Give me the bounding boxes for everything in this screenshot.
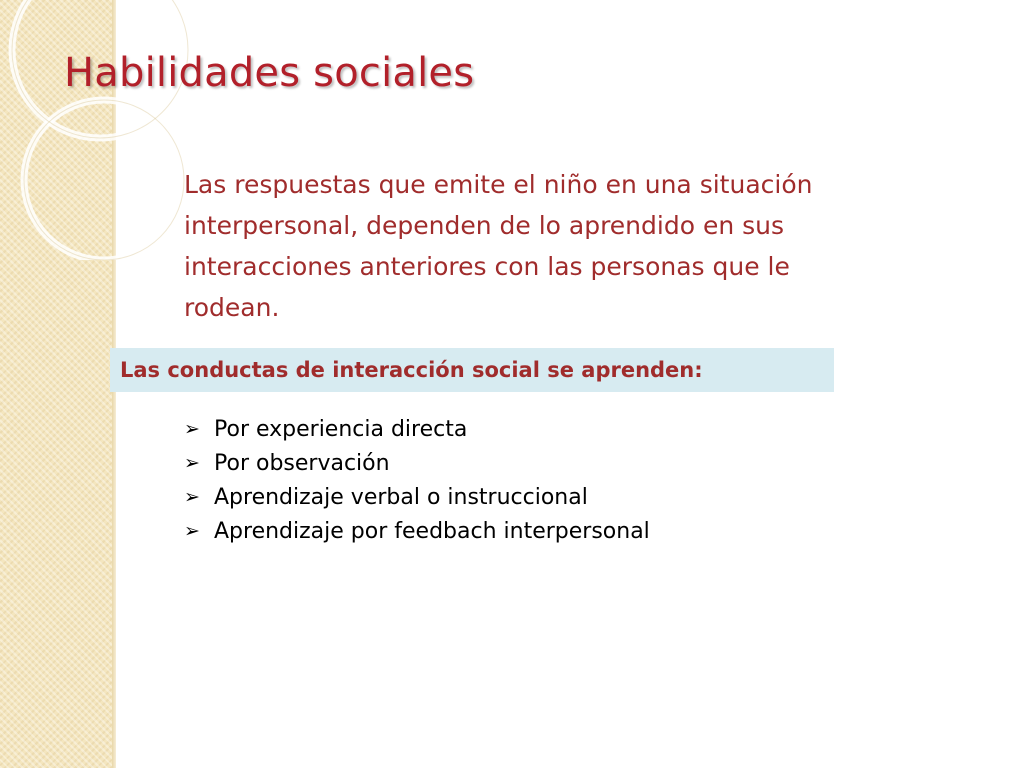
bullet-text: Por experiencia directa [214, 416, 468, 442]
bullet-text: Aprendizaje por feedbach interpersonal [214, 518, 650, 544]
arrowhead-icon: ➢ [184, 520, 200, 542]
slide-title: Habilidades sociales [64, 50, 475, 96]
list-item [184, 480, 650, 514]
arrowhead-icon: ➢ [184, 486, 200, 508]
list-item [184, 514, 650, 548]
list-item [184, 446, 650, 480]
bullet-text: Aprendizaje verbal o instruccional [214, 484, 588, 510]
bullet-text: Por observación [214, 450, 390, 476]
highlight-box [110, 348, 834, 392]
arrowhead-icon: ➢ [184, 418, 200, 440]
arrowhead-icon: ➢ [184, 452, 200, 474]
decorative-rings [0, 0, 200, 260]
bullet-list [184, 412, 650, 548]
highlight-text: Las conductas de interacción social se aprenden: [120, 358, 703, 382]
intro-paragraph: Las respuestas que emite el niño en una situación interpersonal, dependen de lo aprendido en sus interacciones anteriores con las personas que le rodean. [184, 170, 813, 322]
list-item [184, 412, 650, 446]
